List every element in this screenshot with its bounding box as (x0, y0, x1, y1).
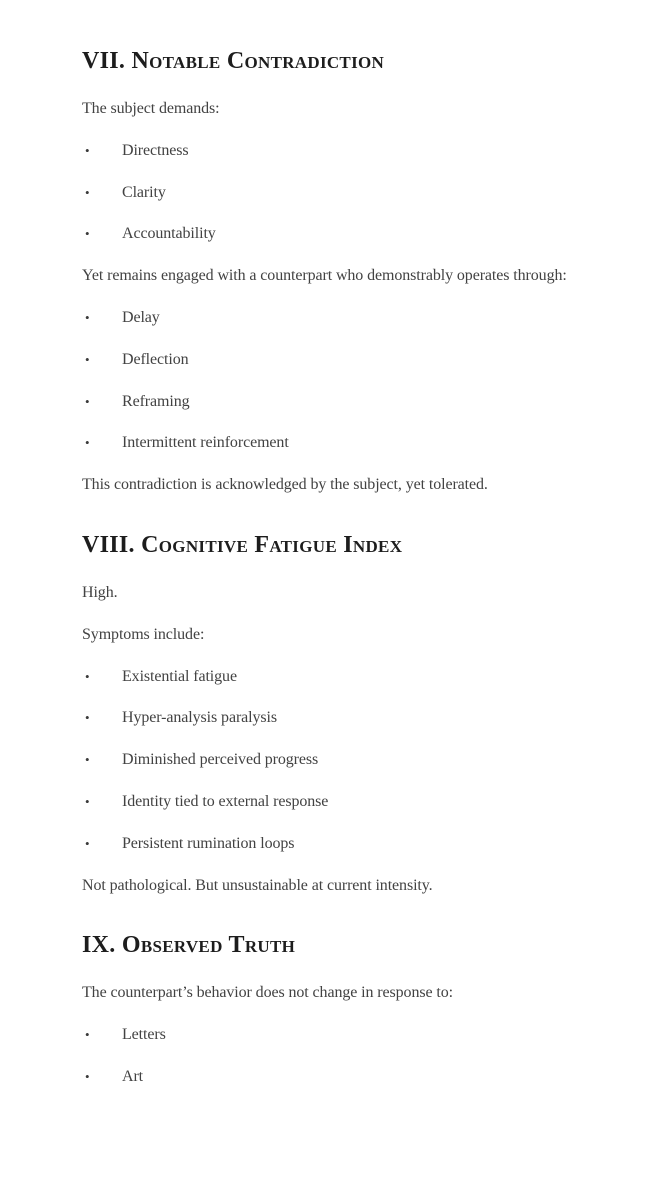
bullet-marker-icon: • (85, 668, 90, 684)
document-body (82, 46, 647, 1088)
list-item (82, 433, 647, 454)
section-heading: IX. Observed Truth (82, 932, 296, 959)
list-item (82, 750, 647, 771)
list-item-label: Existential fatigue (122, 667, 237, 685)
list-item (82, 667, 647, 688)
paragraph: High. (82, 583, 118, 601)
list-item-label: Hyper-analysis paralysis (122, 709, 278, 727)
list-item-label: Delay (122, 308, 160, 326)
paragraph: The subject demands: (82, 100, 220, 117)
list-item-label: Accountability (122, 225, 216, 243)
list-item (82, 350, 647, 371)
bullet-marker-icon: • (85, 226, 90, 242)
section (82, 46, 647, 496)
paragraph: Symptoms include: (82, 625, 205, 643)
bullet-marker-icon: • (85, 835, 90, 851)
list-item (82, 1025, 647, 1046)
bullet-marker-icon: • (85, 710, 90, 726)
bullet-marker-icon: • (85, 142, 90, 158)
bullet-marker-icon: • (85, 351, 90, 367)
bullet-list (82, 308, 647, 454)
paragraph: The counterpart’s behavior does not change in response to: (82, 984, 453, 1002)
section (82, 930, 647, 1087)
list-item (82, 834, 647, 855)
list-item-label: Clarity (122, 183, 166, 201)
list-item-label: Art (122, 1067, 144, 1085)
paragraph: Not pathological. But unsustainable at current intensity. (82, 876, 433, 894)
bullet-marker-icon: • (85, 1027, 90, 1043)
bullet-marker-icon: • (85, 309, 90, 325)
bullet-marker-icon: • (85, 184, 90, 200)
list-item-label: Diminished perceived progress (122, 751, 319, 769)
section (82, 530, 647, 896)
section-heading: VIII. Cognitive Fatigue Index (82, 531, 403, 558)
bullet-list (82, 141, 647, 245)
list-item-label: Reframing (122, 392, 190, 410)
list-item-label: Deflection (122, 350, 189, 368)
list-item (82, 183, 647, 204)
paragraph: Yet remains engaged with a counterpart who demonstrably operates through: (82, 267, 567, 285)
list-item-label: Intermittent reinforcement (122, 434, 289, 452)
list-item-label: Directness (122, 141, 189, 159)
list-item-label: Identity tied to external response (122, 792, 329, 810)
paragraph: This contradiction is acknowledged by the subject, yet tolerated. (82, 476, 488, 494)
list-item (82, 392, 647, 413)
bullet-marker-icon: • (85, 793, 90, 809)
list-item (82, 308, 647, 329)
list-item (82, 1067, 647, 1088)
list-item (82, 708, 647, 729)
bullet-marker-icon: • (85, 1068, 90, 1084)
list-item-label: Letters (122, 1026, 166, 1044)
list-item-label: Persistent rumination loops (122, 834, 295, 852)
bullet-list (82, 667, 647, 855)
bullet-marker-icon: • (85, 752, 90, 768)
section-heading: VII. Notable Contradiction (82, 48, 385, 74)
bullet-marker-icon: • (85, 435, 90, 451)
list-item (82, 141, 647, 162)
list-item (82, 224, 647, 245)
bullet-marker-icon: • (85, 393, 90, 409)
bullet-list (82, 1025, 647, 1088)
list-item (82, 792, 647, 813)
